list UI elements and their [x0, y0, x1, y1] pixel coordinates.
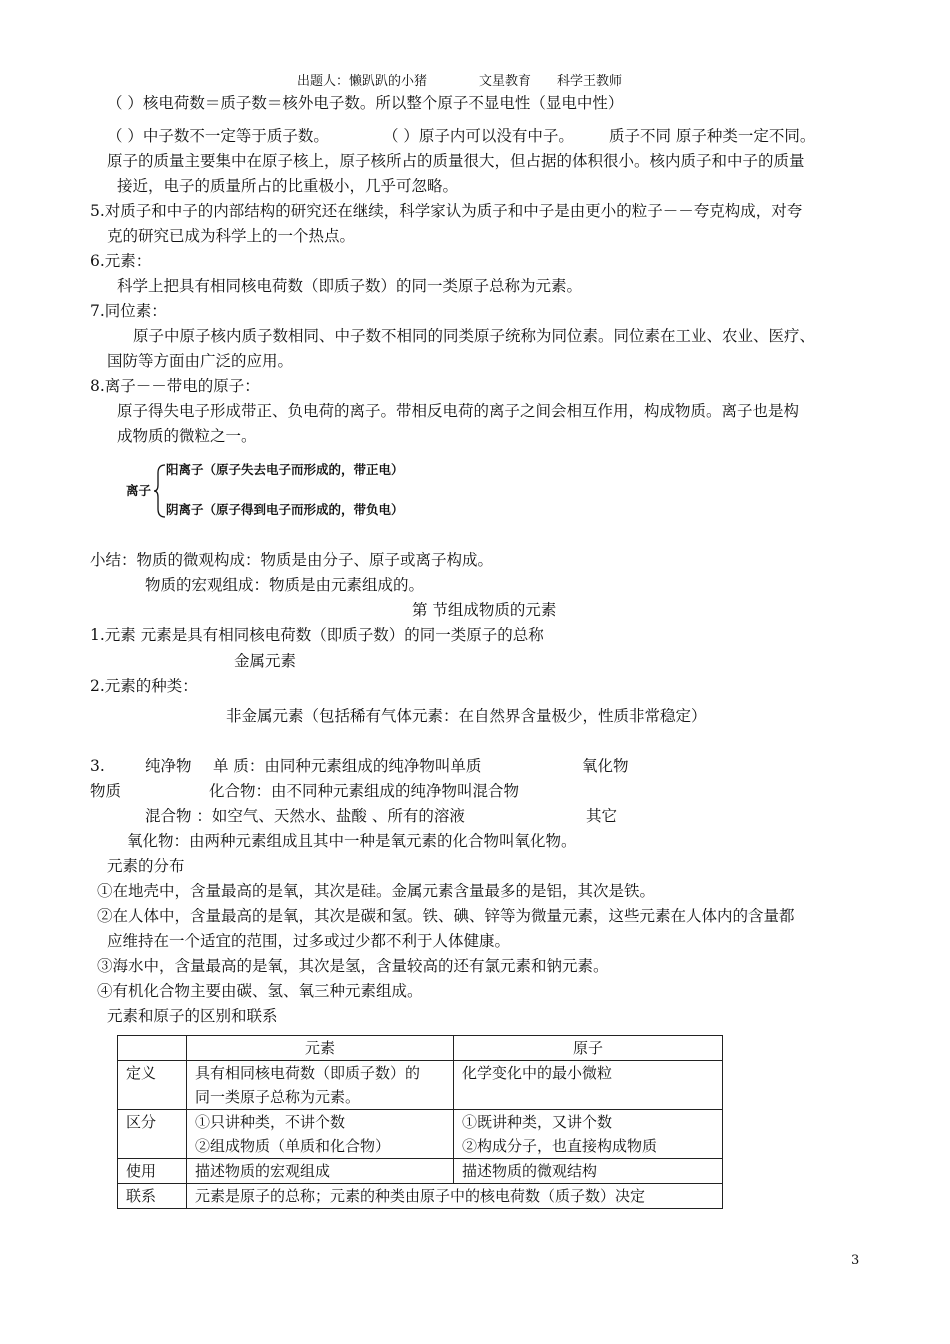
- cell-line: ①既讲种类，又讲个数: [462, 1113, 613, 1131]
- text-line: 单 质：由同种元素组成的纯净物叫单质: [213, 757, 482, 775]
- text-line: 氧化物: [582, 757, 629, 775]
- table-row: [118, 1184, 723, 1209]
- text-line: 小结：物质的微观构成：物质是由分子、原子或离子构成。: [90, 551, 494, 569]
- cell-line: ②组成物质（单质和化合物）: [195, 1137, 391, 1155]
- table-header-row: [118, 1036, 723, 1061]
- row-label: 使用: [118, 1159, 187, 1184]
- section-heading: 元素和原子的区别和联系: [107, 1007, 278, 1025]
- cell-line: ②构成分子，也直接构成物质: [462, 1137, 658, 1155]
- text-line: （ ）原子内可以没有中子。: [383, 127, 574, 145]
- anion-definition: 阴离子（原子得到电子而形成的，带负电）: [166, 502, 404, 517]
- text-line: 物质的宏观组成：物质是由元素组成的。: [145, 576, 425, 594]
- text-line: （ ）核电荷数＝质子数＝核外电子数。所以整个原子不显电性（显电中性）: [107, 94, 624, 112]
- text-line: 原子中原子核内质子数相同、中子数不相同的同类原子统称为同位素。同位素在工业、农业、医疗、: [133, 327, 816, 345]
- section-heading: 8.离子－－带电的原子：: [90, 377, 260, 395]
- ion-label: 离子: [126, 483, 152, 498]
- text-line: 化合物：由不同种元素组成的纯净物叫混合物: [209, 782, 520, 800]
- table-cell: [187, 1061, 454, 1110]
- text-line: ②在人体中，含量最高的是氧，其次是碳和氢。铁、碘、锌等为微量元素，这些元素在人体内的含量都: [97, 907, 795, 925]
- section-heading: 6.元素：: [90, 252, 152, 270]
- table-row: [118, 1159, 723, 1184]
- cell-line: ①只讲种类，不讲个数: [195, 1113, 346, 1131]
- text-line: 2.元素的种类：: [90, 677, 198, 695]
- text-line: （ ）中子数不一定等于质子数。: [107, 127, 329, 145]
- table-header-cell: 元素: [187, 1036, 454, 1061]
- text-line: ④有机化合物主要由碳、氢、氧三种元素组成。: [97, 982, 423, 1000]
- table-row: [118, 1061, 723, 1110]
- text-line: 1.元素 元素是具有相同核电荷数（即质子数）的同一类原子的总称: [90, 626, 544, 644]
- cell-line: 同一类原子总称为元素。: [195, 1088, 361, 1106]
- table-cell: [454, 1110, 723, 1159]
- text-line: 其它: [586, 807, 618, 825]
- text-line: 成物质的微粒之一。: [117, 427, 257, 445]
- text-line: 接近，电子的质量所占的比重极小，几乎可忽略。: [117, 177, 459, 195]
- table-cell: [187, 1110, 454, 1159]
- text-line: 原子的质量主要集中在原子核上，原子核所占的质量很大，但占据的体积很小。核内质子和中子的质量: [107, 152, 805, 170]
- text-line: 纯净物: [145, 757, 192, 775]
- text-line: 5.对质子和中子的内部结构的研究还在继续，科学家认为质子和中子是由更小的粒子－－夸克构成，对夸: [90, 202, 803, 220]
- text-line: 金属元素: [234, 652, 297, 670]
- row-label: 区分: [118, 1110, 187, 1159]
- text-line: 3.: [90, 757, 105, 775]
- text-line: 科学上把具有相同核电荷数（即质子数）的同一类原子总称为元素。: [117, 277, 583, 295]
- page-header: 出题人：懒趴趴的小猪 文星教育 科学王教师: [297, 74, 623, 89]
- cell-line: 具有相同核电荷数（即质子数）的: [195, 1064, 421, 1082]
- text-line: 氧化物：由两种元素组成且其中一种是氧元素的化合物叫氧化物。: [127, 832, 577, 850]
- section-heading: 7.同位素：: [90, 302, 167, 320]
- table-cell: 描述物质的微观结构: [454, 1159, 723, 1184]
- comparison-table: [117, 1035, 723, 1209]
- table-cell: 描述物质的宏观组成: [187, 1159, 454, 1184]
- table-cell: 化学变化中的最小微粒: [454, 1061, 723, 1110]
- row-label: 联系: [118, 1184, 187, 1209]
- cation-definition: 阳离子（原子失去电子而形成的，带正电）: [166, 462, 404, 477]
- text-line: 质子不同 原子种类一定不同。: [609, 127, 816, 145]
- table-row: [118, 1110, 723, 1159]
- text-line: 克的研究已成为科学上的一个热点。: [107, 227, 356, 245]
- section-title: 第 节组成物质的元素: [412, 601, 557, 619]
- text-line: 非金属元素（包括稀有气体元素：在自然界含量极少，性质非常稳定）: [226, 707, 707, 725]
- text-line: 国防等方面由广泛的应用。: [107, 352, 294, 370]
- brace-icon: [153, 463, 167, 519]
- table-cell: [118, 1036, 187, 1061]
- table-header-cell: 原子: [454, 1036, 723, 1061]
- page-number: 3: [851, 1253, 860, 1268]
- table-cell: 元素是原子的总称；元素的种类由原子中的核电荷数（质子数）决定: [187, 1184, 723, 1209]
- row-label: 定义: [118, 1061, 187, 1110]
- text-line: 物质: [90, 782, 122, 800]
- text-line: 原子得失电子形成带正、负电荷的离子。带相反电荷的离子之间会相互作用，构成物质。离子也是构: [117, 402, 800, 420]
- text-line: ③海水中，含量最高的是氧，其次是氢，含量较高的还有氯元素和钠元素。: [97, 957, 609, 975]
- text-line: ①在地壳中，含量最高的是氧，其次是硅。金属元素含量最多的是铝，其次是铁。: [97, 882, 656, 900]
- section-heading: 元素的分布: [107, 857, 185, 875]
- text-line: 应维持在一个适宜的范围，过多或过少都不利于人体健康。: [107, 932, 511, 950]
- text-line: 混合物 ：如空气、天然水、盐酸 、所有的溶液: [145, 807, 465, 825]
